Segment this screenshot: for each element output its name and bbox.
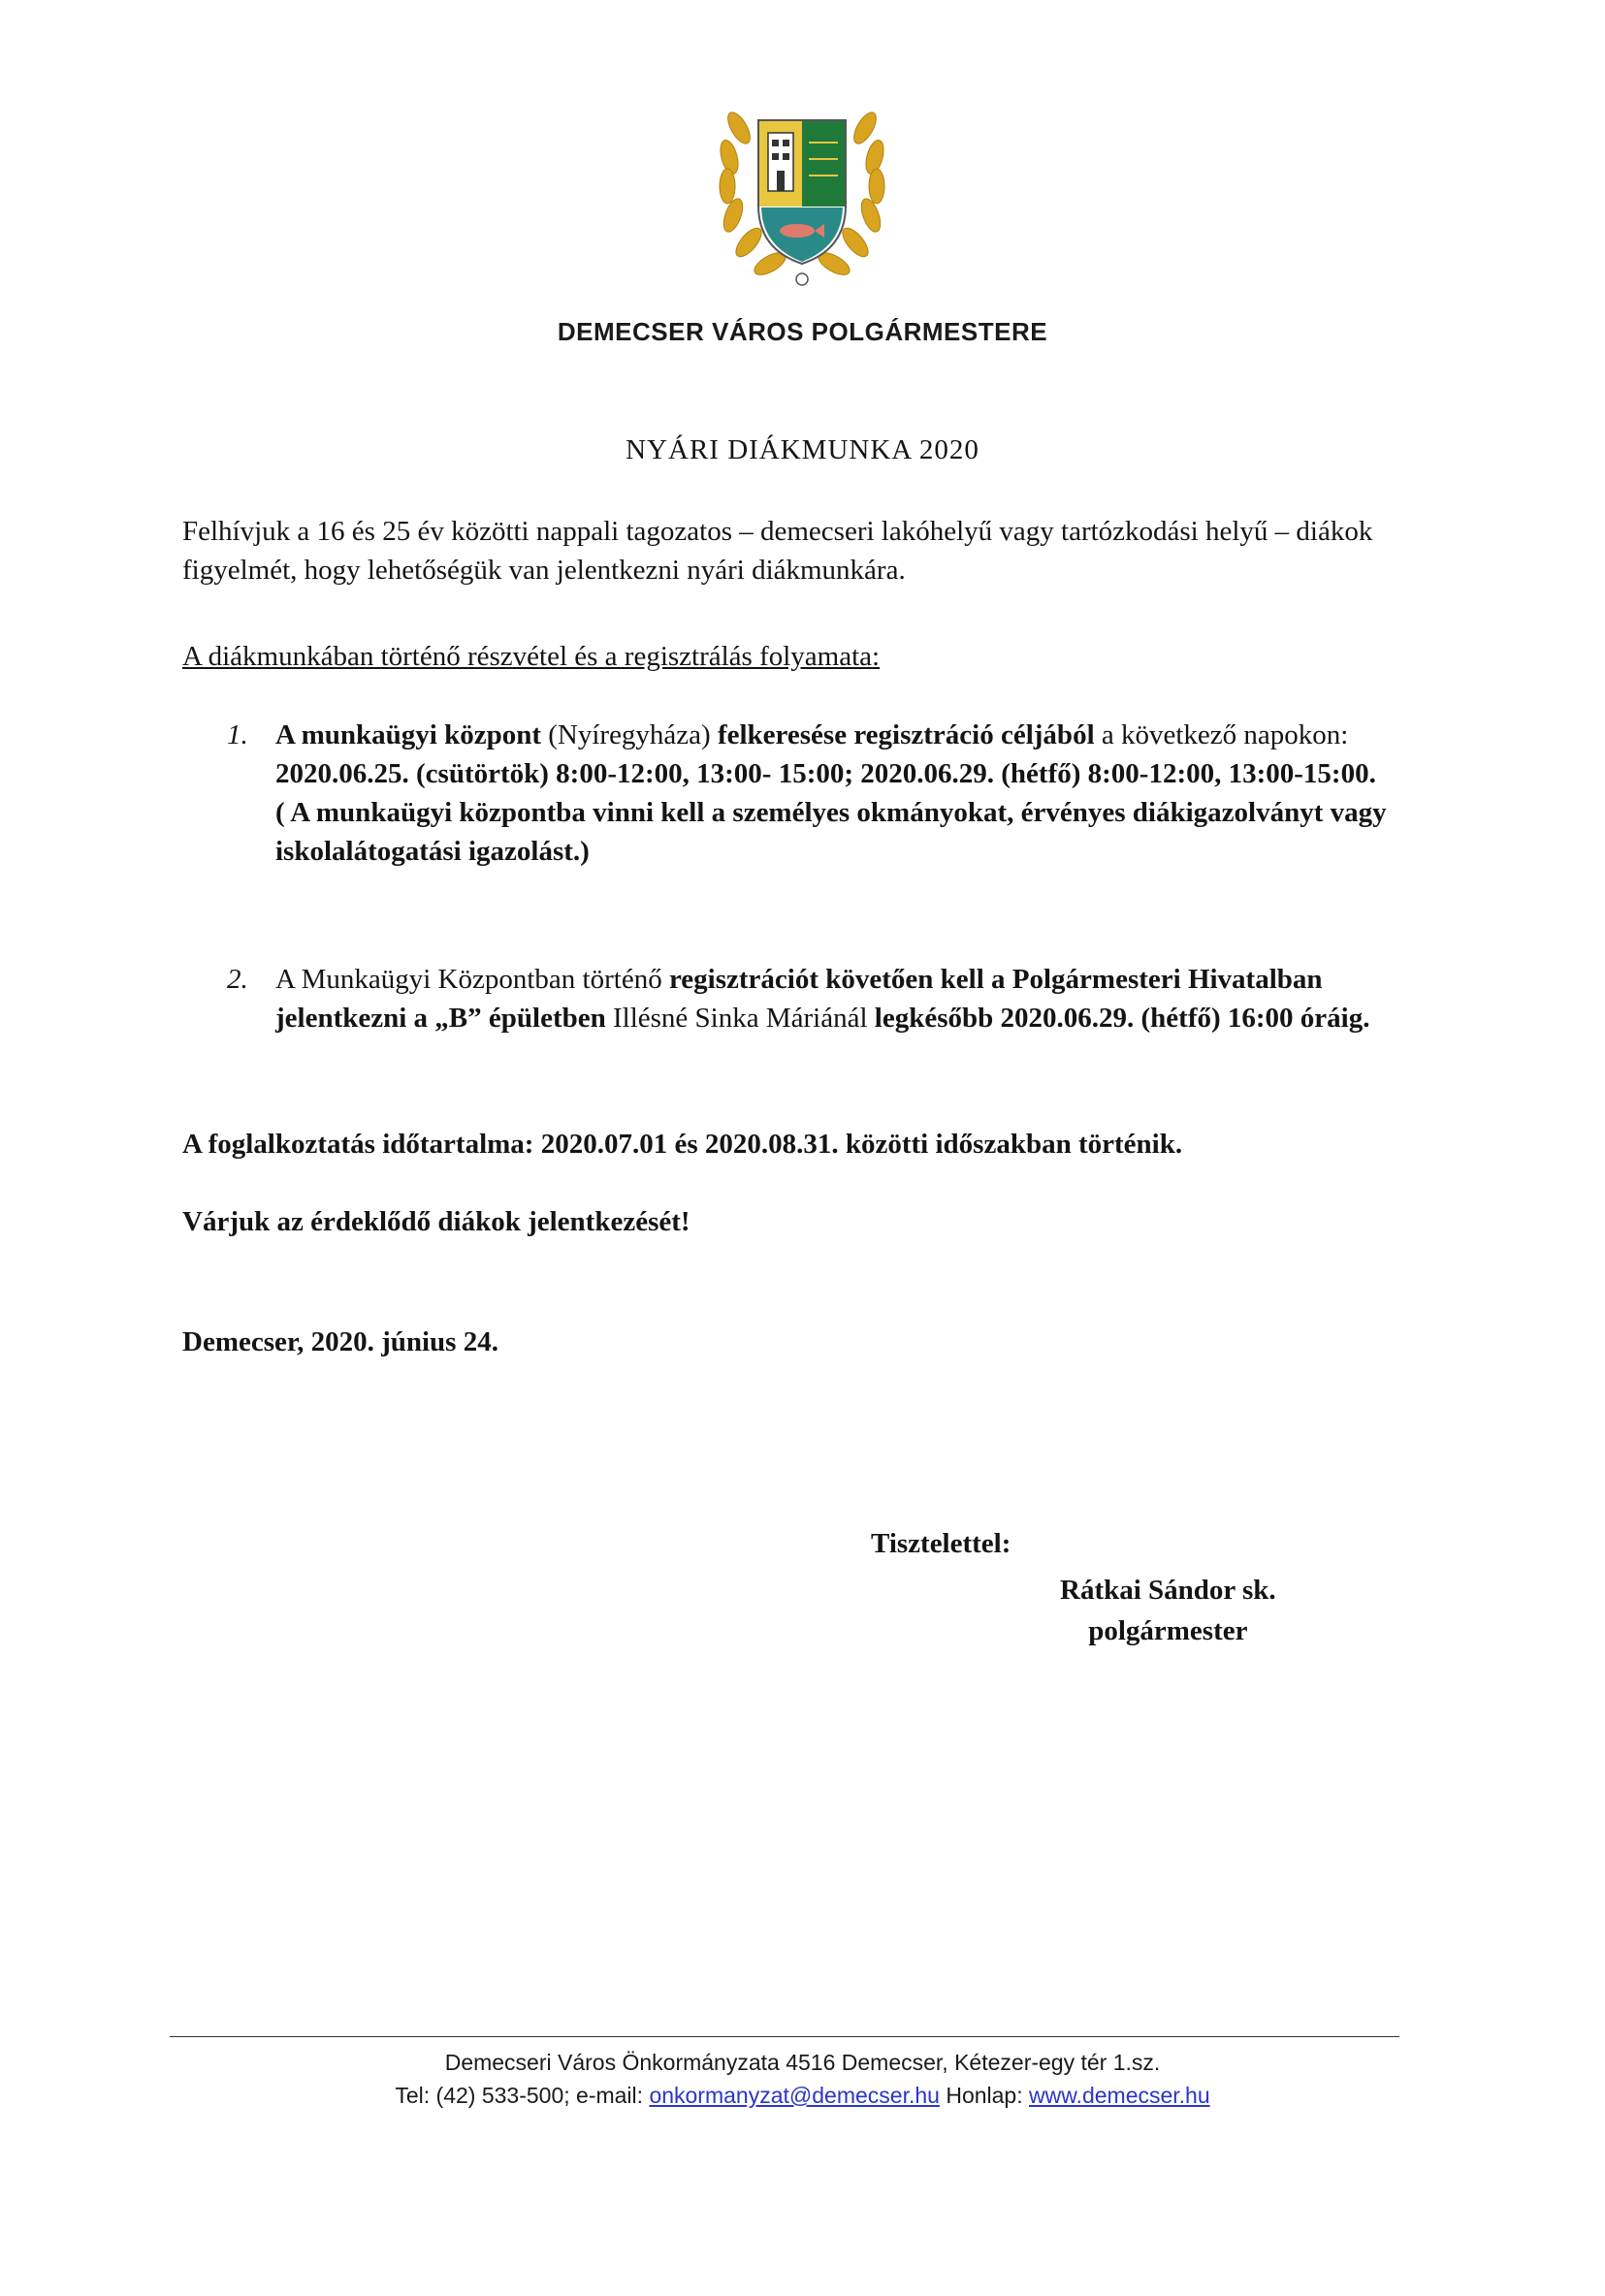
- step-2-deadline: legkésőbb 2020.06.29. (hétfő) 16:00 óráig.: [874, 1003, 1370, 1034]
- coat-of-arms-emblem: [700, 89, 904, 293]
- employment-period: A foglalkoztatás időtartalma: 2020.07.01 és 2020.08.31. közötti időszakban történik.: [182, 1129, 1183, 1160]
- step-2-text-a: A Munkaügyi Központban történő: [275, 964, 669, 995]
- list-item-step-2: [227, 960, 1400, 1037]
- document-title: NYÁRI DIÁKMUNKA 2020: [626, 434, 979, 465]
- steps-heading: A diákmunkában történő részvétel és a regisztrálás folyamata:: [182, 641, 881, 672]
- list-item-step-1: [227, 716, 1400, 871]
- step-1-text-a: A munkaügyi központ: [275, 719, 541, 750]
- step-1-text-c: felkeresése regisztráció céljából: [717, 719, 1095, 750]
- footer-email-link[interactable]: onkormanyzat@demecser.hu: [649, 2083, 940, 2108]
- footer-address: Demecseri Város Önkormányzata 4516 Demecser, Kétezer-egy tér 1.sz.: [444, 2050, 1161, 2075]
- step-1-documents-note: ( A munkaügyi központba vinni kell a személyes okmányokat, érvényes diákigazolványt vagy iskolalátogatási igazolást.): [275, 797, 1387, 867]
- footer-web-label: Honlap:: [939, 2083, 1029, 2108]
- step-1-body: [275, 716, 1400, 871]
- step-1-schedule: 2020.06.25. (csütörtök) 8:00-12:00, 13:00- 15:00; 2020.06.29. (hétfő) 8:00-12:00, 13:00-15:00.: [275, 758, 1376, 789]
- step-1-text-b: (Nyíregyháza): [541, 719, 718, 750]
- letterhead-sender: DEMECSER VÁROS POLGÁRMESTERE: [557, 317, 1048, 346]
- intro-paragraph: Felhívjuk a 16 és 25 év közötti nappali tagozatos – demecseri lakóhelyű vagy tartózkodási helyű – diákok figyelmét, hogy lehetőségük van jelentkezni nyári diákmunkára.: [182, 516, 1373, 586]
- step-1-number: 1.: [227, 719, 248, 750]
- footer-website-link[interactable]: www.demecser.hu: [1029, 2083, 1210, 2108]
- closing-salutation: Tisztelettel:: [871, 1528, 1011, 1559]
- step-2-number: 2.: [227, 964, 248, 995]
- signer-title: polgármester: [1088, 1615, 1248, 1646]
- footer-contact: [0, 2079, 1605, 2112]
- footer-tel: Tel: (42) 533-500; e-mail:: [395, 2083, 650, 2108]
- step-2-text-c: Illésné Sinka Máriánál: [605, 1003, 875, 1034]
- step-2-body: [275, 960, 1400, 1037]
- footer: [0, 2046, 1605, 2112]
- invitation-line: Várjuk az érdeklődő diákok jelentkezését!: [182, 1206, 690, 1237]
- step-2-text-b: regisztrációt követően kell a Polgármesteri Hivatalban jelentkezni a „B” épületben: [275, 964, 1323, 1034]
- place-and-date: Demecser, 2020. június 24.: [182, 1326, 498, 1357]
- step-1-text-d: a következő napokon:: [1094, 719, 1349, 750]
- signer-name: Rátkai Sándor sk.: [1060, 1575, 1276, 1606]
- footer-divider: [170, 2036, 1399, 2037]
- signature-block: [1060, 1570, 1276, 1651]
